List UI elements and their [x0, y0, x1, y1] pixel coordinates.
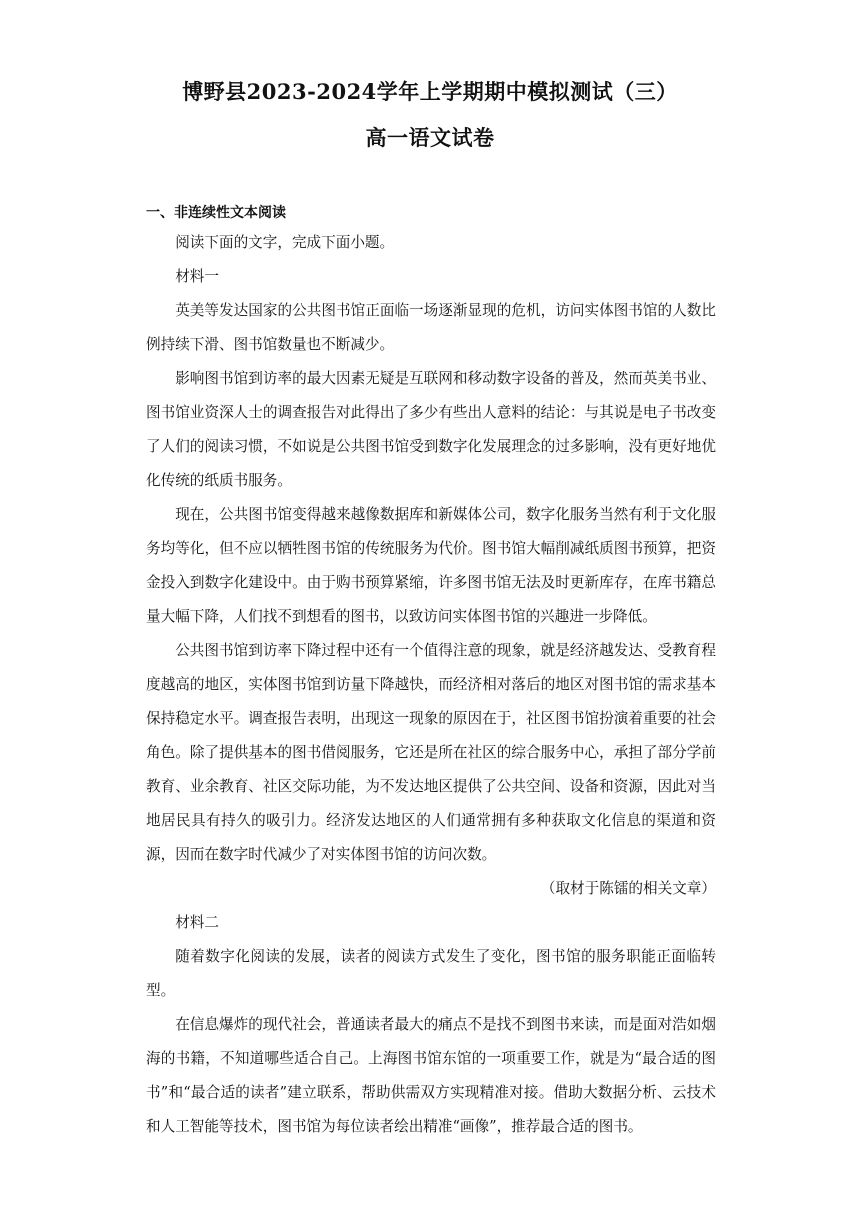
reading-passage: [146, 226, 716, 1144]
material1-paragraph-3: 现在，公共图书馆变得越来越像数据库和新媒体公司，数字化服务当然有利于文化服务均等化，但不应以牺牲图书馆的传统服务为代价。图书馆大幅削减纸质图书预算，把资金投入到数字化建设中。由于购书预算紧缩，许多图书馆无法及时更新库存，在库书籍总量大幅下降，人们找不到想看的图书，以致访问实体图书馆的兴趣进一步降低。: [146, 506, 716, 625]
material2-paragraph-1: 随着数字化阅读的发展，读者的阅读方式发生了变化，图书馆的服务职能正面临转型。: [146, 948, 716, 999]
material1-label: 材料一: [175, 268, 219, 285]
material2-paragraph-2: 在信息爆炸的现代社会，普通读者最大的痛点不是找不到图书来读，而是面对浩如烟海的书籍，不知道哪些适合自己。上海图书馆东馆的一项重要工作，就是为“最合适的图书”和“最合适的读者”建立联系，帮助供需双方实现精准对接。借助大数据分析、云技术和人工智能等技术，图书馆为每位读者绘出精准“画像”，推荐最合适的图书。: [146, 1016, 716, 1135]
instruction-text: 阅读下面的文字，完成下面小题。: [175, 234, 395, 251]
material1-paragraph-4: 公共图书馆到访率下降过程中还有一个值得注意的现象，就是经济越发达、受教育程度越高的地区，实体图书馆到访量下降越快，而经济相对落后的地区对图书馆的需求基本保持稳定水平。调查报告表明，出现这一现象的原因在于，社区图书馆扮演着重要的社会角色。除了提供基本的图书借阅服务，它还是所在社区的综合服务中心，承担了部分学前教育、业余教育、社区交际功能，为不发达地区提供了公共空间、设备和资源，因此对当地居民具有持久的吸引力。经济发达地区的人们通常拥有多种获取文化信息的渠道和资源，因而在数字时代减少了对实体图书馆的访问次数。: [146, 642, 716, 863]
exam-subtitle: 高一语文试卷: [365, 125, 495, 150]
material1-source: （取材于陈镭的相关文章）: [540, 880, 716, 897]
exam-title: 博野县2023-2024学年上学期期中模拟测试（三）: [182, 79, 678, 104]
material1-paragraph-1: 英美等发达国家的公共图书馆正面临一场逐渐显现的危机，访问实体图书馆的人数比例持续下滑、图书馆数量也不断减少。: [146, 302, 716, 353]
section-heading: 一、非连续性文本阅读: [146, 205, 286, 221]
material2-label: 材料二: [175, 914, 219, 931]
material1-paragraph-2: 影响图书馆到访率的最大因素无疑是互联网和移动数字设备的普及，然而英美书业、图书馆业资深人士的调查报告对此得出了多少有些出人意料的结论：与其说是电子书改变了人们的阅读习惯，不如说是公共图书馆受到数字化发展理念的过多影响，没有更好地优化传统的纸质书服务。: [146, 370, 716, 489]
